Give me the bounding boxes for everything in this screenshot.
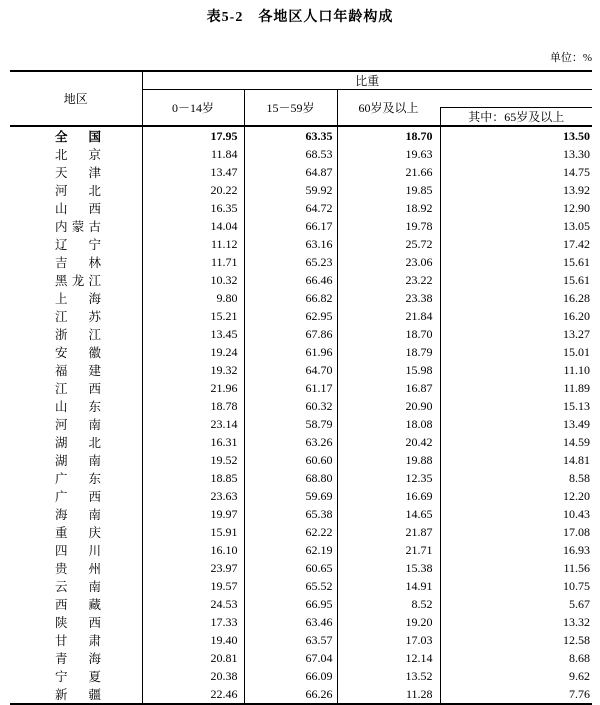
value-age-65-plus: 13.50 [440,126,592,145]
value-age-60-plus: 19.85 [337,181,440,199]
value-age-0-14: 10.32 [142,271,244,289]
value-age-15-59: 64.70 [244,361,337,379]
table-row [10,199,592,217]
value-age-65-plus: 13.92 [440,181,592,199]
table-row [10,271,592,289]
value-age-60-plus: 13.52 [337,667,440,685]
value-age-60-plus: 11.28 [337,685,440,704]
table-row [10,361,592,379]
value-age-15-59: 66.09 [244,667,337,685]
region-name: 贵 州 [55,562,101,576]
value-age-65-plus: 16.93 [440,541,592,559]
table-row [10,631,592,649]
value-age-65-plus: 9.62 [440,667,592,685]
value-age-65-plus: 7.76 [440,685,592,704]
value-age-0-14: 15.91 [142,523,244,541]
value-age-60-plus: 18.79 [337,343,440,361]
value-age-0-14: 17.95 [142,126,244,145]
table-row [10,451,592,469]
value-age-15-59: 60.65 [244,559,337,577]
table-header [10,71,592,126]
value-age-65-plus: 15.61 [440,271,592,289]
value-age-60-plus: 12.14 [337,649,440,667]
value-age-65-plus: 16.20 [440,307,592,325]
table-body [10,126,592,704]
value-age-60-plus: 18.70 [337,126,440,145]
region-name: 海 南 [55,508,101,522]
region-name: 天 津 [55,166,101,180]
value-age-65-plus: 8.68 [440,649,592,667]
table-row [10,523,592,541]
value-age-65-plus: 11.56 [440,559,592,577]
region-name: 西 藏 [55,598,101,612]
value-age-60-plus: 23.06 [337,253,440,271]
value-age-0-14: 18.85 [142,469,244,487]
table-row [10,379,592,397]
value-age-60-plus: 16.69 [337,487,440,505]
region-name: 浙 江 [55,328,101,342]
table-row [10,343,592,361]
value-age-65-plus: 5.67 [440,595,592,613]
value-age-60-plus: 19.20 [337,613,440,631]
value-age-65-plus: 12.20 [440,487,592,505]
value-age-0-14: 18.78 [142,397,244,415]
region-name: 宁 夏 [55,670,101,684]
table-row [10,325,592,343]
table-row [10,577,592,595]
value-age-65-plus: 13.49 [440,415,592,433]
header-age-65-plus: 其中：65岁及以上 [440,108,592,127]
value-age-65-plus: 17.42 [440,235,592,253]
value-age-0-14: 19.57 [142,577,244,595]
region-name: 全 国 [55,130,101,144]
value-age-65-plus: 12.90 [440,199,592,217]
value-age-60-plus: 20.42 [337,433,440,451]
value-age-0-14: 13.45 [142,325,244,343]
value-age-65-plus: 8.58 [440,469,592,487]
value-age-15-59: 63.16 [244,235,337,253]
value-age-65-plus: 13.30 [440,145,592,163]
region-name: 河 北 [55,184,101,198]
region-name: 陕 西 [55,616,101,630]
region-name: 云 南 [55,580,101,594]
value-age-60-plus: 15.98 [337,361,440,379]
value-age-0-14: 19.97 [142,505,244,523]
value-age-0-14: 19.52 [142,451,244,469]
value-age-15-59: 64.87 [244,163,337,181]
value-age-0-14: 23.97 [142,559,244,577]
region-name: 安 徽 [55,346,101,360]
value-age-60-plus: 16.87 [337,379,440,397]
value-age-60-plus: 19.88 [337,451,440,469]
table-row [10,235,592,253]
table-row [10,613,592,631]
table-row [10,649,592,667]
value-age-60-plus: 23.22 [337,271,440,289]
table-row [10,559,592,577]
header-age-60-plus: 60岁及以上 [337,90,440,127]
value-age-15-59: 63.46 [244,613,337,631]
value-age-0-14: 19.40 [142,631,244,649]
value-age-65-plus: 13.05 [440,217,592,235]
value-age-0-14: 22.46 [142,685,244,704]
table-row [10,126,592,145]
value-age-0-14: 13.47 [142,163,244,181]
region-name: 广 西 [55,490,101,504]
value-age-65-plus: 15.13 [440,397,592,415]
value-age-15-59: 66.26 [244,685,337,704]
region-name: 四 川 [55,544,101,558]
value-age-60-plus: 25.72 [337,235,440,253]
value-age-65-plus: 16.28 [440,289,592,307]
value-age-65-plus: 14.81 [440,451,592,469]
value-age-60-plus: 21.84 [337,307,440,325]
value-age-0-14: 15.21 [142,307,244,325]
value-age-65-plus: 15.01 [440,343,592,361]
header-age-15-59: 15－59岁 [244,90,337,127]
value-age-60-plus: 18.70 [337,325,440,343]
table-row [10,253,592,271]
region-name: 山 西 [55,202,101,216]
value-age-65-plus: 11.89 [440,379,592,397]
value-age-15-59: 60.60 [244,451,337,469]
value-age-60-plus: 19.78 [337,217,440,235]
value-age-60-plus: 21.66 [337,163,440,181]
value-age-60-plus: 15.38 [337,559,440,577]
value-age-15-59: 67.86 [244,325,337,343]
value-age-15-59: 68.80 [244,469,337,487]
value-age-60-plus: 17.03 [337,631,440,649]
value-age-65-plus: 13.32 [440,613,592,631]
table-row [10,415,592,433]
value-age-0-14: 11.71 [142,253,244,271]
value-age-15-59: 62.19 [244,541,337,559]
value-age-15-59: 60.32 [244,397,337,415]
table-row [10,181,592,199]
value-age-60-plus: 18.08 [337,415,440,433]
table-row [10,433,592,451]
value-age-15-59: 58.79 [244,415,337,433]
table-row [10,595,592,613]
value-age-0-14: 9.80 [142,289,244,307]
table-row [10,541,592,559]
value-age-0-14: 11.84 [142,145,244,163]
value-age-0-14: 16.31 [142,433,244,451]
value-age-15-59: 66.95 [244,595,337,613]
value-age-65-plus: 15.61 [440,253,592,271]
value-age-15-59: 62.22 [244,523,337,541]
value-age-15-59: 59.92 [244,181,337,199]
value-age-0-14: 14.04 [142,217,244,235]
value-age-60-plus: 8.52 [337,595,440,613]
value-age-15-59: 64.72 [244,199,337,217]
value-age-15-59: 68.53 [244,145,337,163]
region-name: 上 海 [55,292,101,306]
value-age-15-59: 66.17 [244,217,337,235]
value-age-15-59: 67.04 [244,649,337,667]
value-age-0-14: 19.32 [142,361,244,379]
value-age-15-59: 59.69 [244,487,337,505]
region-name: 甘 肃 [55,634,101,648]
value-age-15-59: 65.52 [244,577,337,595]
value-age-65-plus: 10.43 [440,505,592,523]
value-age-15-59: 63.26 [244,433,337,451]
value-age-15-59: 65.38 [244,505,337,523]
population-age-table [10,70,592,705]
region-name: 新 疆 [55,688,101,702]
value-age-65-plus: 11.10 [440,361,592,379]
value-age-60-plus: 19.63 [337,145,440,163]
table-row [10,505,592,523]
value-age-15-59: 62.95 [244,307,337,325]
value-age-65-plus: 10.75 [440,577,592,595]
region-name: 江 西 [55,382,101,396]
table-row [10,145,592,163]
region-name: 辽 宁 [55,238,101,252]
value-age-60-plus: 20.90 [337,397,440,415]
value-age-15-59: 61.96 [244,343,337,361]
header-region: 地区 [10,71,142,126]
value-age-0-14: 19.24 [142,343,244,361]
value-age-65-plus: 17.08 [440,523,592,541]
region-name: 青 海 [55,652,101,666]
region-name: 吉 林 [55,256,101,270]
value-age-65-plus: 13.27 [440,325,592,343]
table-row [10,667,592,685]
value-age-0-14: 23.14 [142,415,244,433]
value-age-15-59: 61.17 [244,379,337,397]
value-age-60-plus: 21.87 [337,523,440,541]
value-age-0-14: 11.12 [142,235,244,253]
value-age-0-14: 20.38 [142,667,244,685]
header-spacer [440,90,592,108]
table-row [10,685,592,704]
value-age-60-plus: 12.35 [337,469,440,487]
table-row [10,307,592,325]
value-age-0-14: 16.35 [142,199,244,217]
value-age-60-plus: 23.38 [337,289,440,307]
region-name: 湖 北 [55,436,101,450]
value-age-0-14: 16.10 [142,541,244,559]
table-row [10,217,592,235]
value-age-15-59: 63.57 [244,631,337,649]
header-age-0-14: 0－14岁 [171,101,214,115]
table-row [10,289,592,307]
table-row [10,469,592,487]
table-row [10,397,592,415]
table-row [10,487,592,505]
value-age-0-14: 20.22 [142,181,244,199]
region-name: 江 苏 [55,310,101,324]
value-age-15-59: 63.35 [244,126,337,145]
value-age-60-plus: 21.71 [337,541,440,559]
value-age-65-plus: 12.58 [440,631,592,649]
region-name: 北 京 [55,148,101,162]
value-age-0-14: 24.53 [142,595,244,613]
region-name: 福 建 [55,364,101,378]
region-name: 重 庆 [55,526,101,540]
value-age-15-59: 66.46 [244,271,337,289]
value-age-0-14: 17.33 [142,613,244,631]
unit-label: 单位：% [549,52,592,64]
table-row [10,163,592,181]
region-name: 内蒙古 [55,220,101,234]
value-age-0-14: 23.63 [142,487,244,505]
region-name: 湖 南 [55,454,101,468]
value-age-65-plus: 14.75 [440,163,592,181]
region-name: 山 东 [55,400,101,414]
value-age-0-14: 20.81 [142,649,244,667]
table-title: 表5-2 各地区人口年龄构成 [206,10,394,25]
value-age-15-59: 66.82 [244,289,337,307]
value-age-60-plus: 18.92 [337,199,440,217]
region-name: 黑龙江 [55,274,101,288]
value-age-0-14: 21.96 [142,379,244,397]
value-age-15-59: 65.23 [244,253,337,271]
header-proportion: 比重 [142,71,592,90]
value-age-60-plus: 14.65 [337,505,440,523]
region-name: 河 南 [55,418,101,432]
value-age-60-plus: 14.91 [337,577,440,595]
value-age-65-plus: 14.59 [440,433,592,451]
region-name: 广 东 [55,472,101,486]
